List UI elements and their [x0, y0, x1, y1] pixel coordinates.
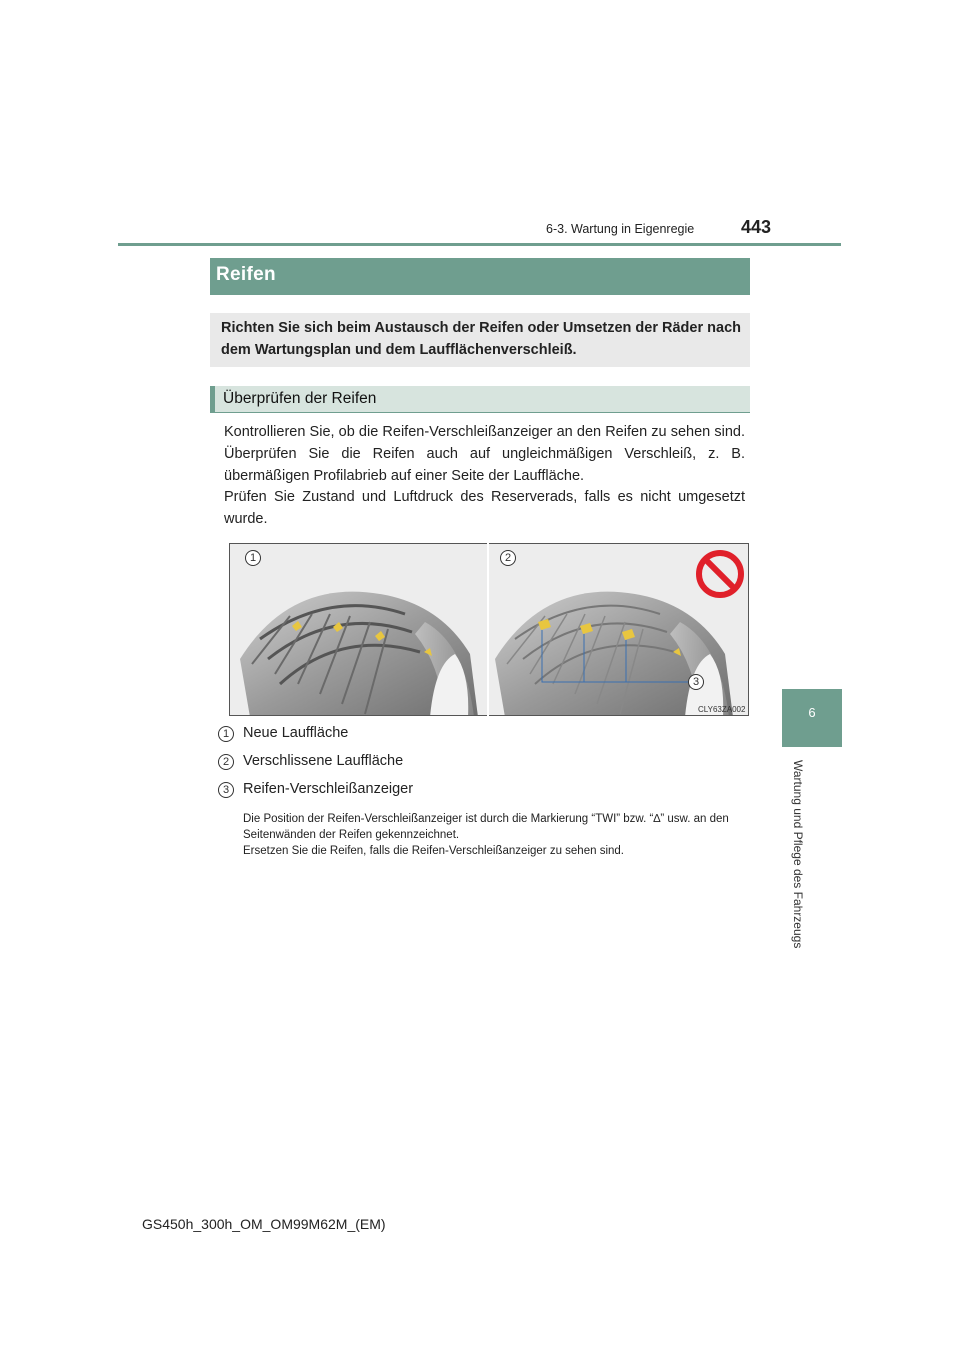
chapter-number: 6 — [808, 705, 816, 720]
title-bar — [210, 258, 750, 295]
note — [243, 811, 748, 859]
subsection-accent — [210, 386, 215, 413]
figure-divider — [487, 543, 489, 716]
legend-num-2: 2 — [218, 754, 234, 770]
figure-label-3: 3 — [688, 674, 704, 690]
tire-illustration — [230, 544, 749, 716]
footer-code: GS450h_300h_OM_OM99M62M_(EM) — [142, 1216, 386, 1232]
legend-num-3: 3 — [218, 782, 234, 798]
new-tread-tire — [240, 592, 478, 716]
legend-text-2: Verschlissene Lauffläche — [243, 753, 404, 769]
note-line-1: Die Position der Reifen-Verschleißanzeiger ist durch die Markierung “TWI” bzw. “∆” usw. an den Seitenwänden der Reifen gekennzeichnet. — [243, 813, 729, 841]
figure-code: CLY63ZA002 — [698, 705, 746, 714]
worn-tread-tire — [495, 592, 733, 716]
legend-text-1: Neue Lauffläche — [243, 725, 349, 741]
subsection-title: Überprüfen der Reifen — [223, 390, 377, 407]
legend-num-1: 1 — [218, 726, 234, 742]
note-line-2: Ersetzen Sie die Reifen, falls die Reifen-Verschleißanzeiger zu sehen sind. — [243, 845, 624, 857]
legend-text-3: Reifen-Verschleißanzeiger — [243, 781, 414, 797]
body-paragraph-1: Kontrollieren Sie, ob die Reifen-Verschleißanzeiger an den Reifen zu sehen sind. Überprüfen Sie die Reifen auch auf ungleichmäßigen Verschleiß, z. B. übermäßigen Profilabrieb auf einer Seite der Lauffläche. — [224, 424, 745, 484]
prohibited-icon — [699, 553, 741, 595]
header-rule — [118, 243, 841, 246]
page-number: 443 — [741, 217, 772, 237]
chapter-title: Wartung und Pflege des Fahrzeugs — [791, 760, 805, 949]
figure-label-2: 2 — [500, 550, 516, 566]
section-label: 6-3. Wartung in Eigenregie — [546, 222, 695, 236]
tire-figure — [229, 543, 749, 716]
body-paragraph-2: Prüfen Sie Zustand und Luftdruck des Reserverads, falls es nicht umgesetzt wurde. — [224, 489, 745, 527]
figure-label-1: 1 — [245, 550, 261, 566]
intro-text: Richten Sie sich beim Austausch der Reifen oder Umsetzen der Räder nach dem Wartungsplan und dem Laufflächenverschleiß. — [221, 320, 741, 358]
page-title: Reifen — [216, 264, 276, 285]
